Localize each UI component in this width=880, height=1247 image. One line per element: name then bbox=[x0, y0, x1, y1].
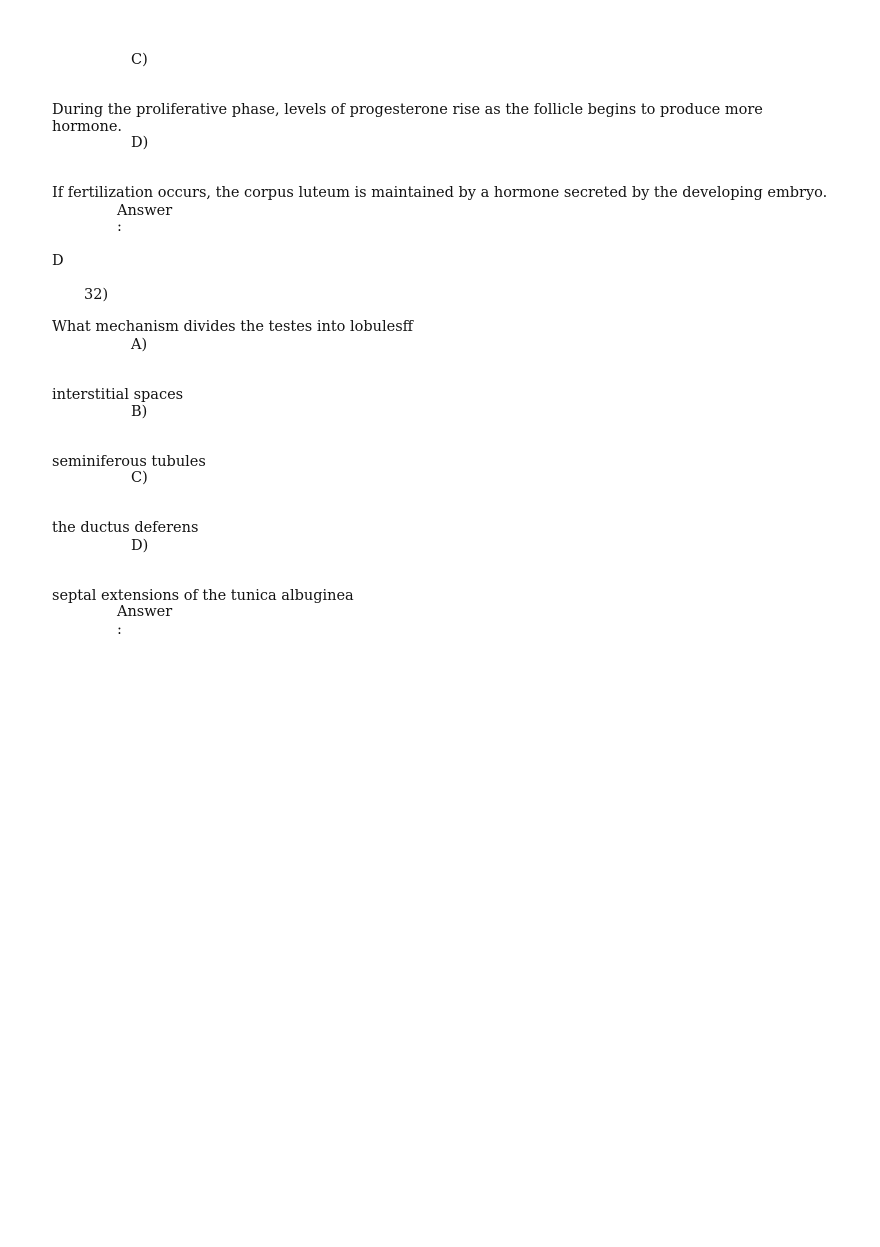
q32-answer-colon: : bbox=[117, 622, 122, 638]
q32-option-c-text: the ductus deferens bbox=[52, 520, 199, 536]
q31-option-d-text: If fertilization occurs, the corpus luteum is maintained by a hormone secreted by the developing embryo. bbox=[52, 185, 828, 201]
q32-option-b-text: seminiferous tubules bbox=[52, 454, 206, 470]
q32-option-b-label: B) bbox=[131, 404, 148, 420]
q31-option-d-label: D) bbox=[131, 135, 149, 151]
q31-answer-colon: : bbox=[117, 219, 122, 235]
q32-number: 32) bbox=[84, 287, 109, 303]
q31-option-c-text: During the proliferative phase, levels of progesterone rise as the follicle begins to produce more hormone. bbox=[52, 102, 763, 135]
q32-option-d-text: septal extensions of the tunica albuginea bbox=[52, 588, 354, 604]
q32-option-a-label: A) bbox=[131, 337, 148, 353]
q32-answer-label: Answer bbox=[117, 604, 173, 620]
q32-option-d-label: D) bbox=[131, 538, 149, 554]
q32-option-c-label: C) bbox=[131, 470, 148, 486]
q32-question: What mechanism divides the testes into lobulesff bbox=[52, 319, 413, 335]
q31-answer-label: Answer bbox=[117, 203, 173, 219]
q32-option-a-text: interstitial spaces bbox=[52, 387, 184, 403]
q31-answer-value: D bbox=[52, 253, 64, 269]
q31-option-c-label: C) bbox=[131, 52, 148, 68]
